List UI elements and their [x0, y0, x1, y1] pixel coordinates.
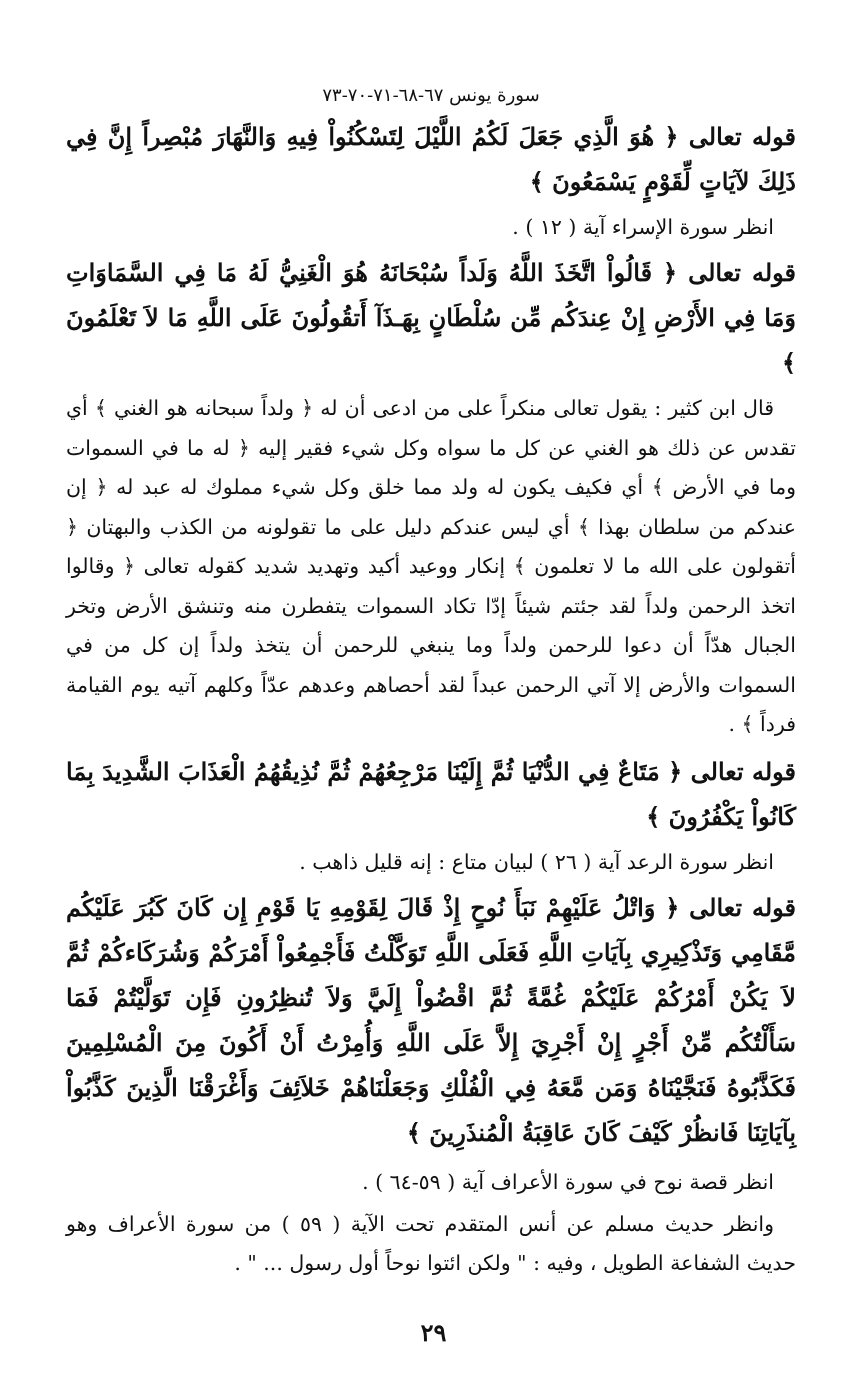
cross-reference-4: وانظر حديث مسلم عن أنس المتقدم تحت الآية ( ٥٩ ) من سورة الأعراف وهو حديث الشفاعة الطويل ، وفيه : " ولكن ائتوا نوحاً أول رسول ... " .	[66, 1211, 796, 1275]
verse-block-1: قوله تعالى ﴿ هُوَ الَّذِي جَعَلَ لَكُمُ اللَّيْلَ لِتَسْكُنُواْ فِيهِ وَالنَّهَارَ مُبْصِراً إِنَّ فِي ذَلِكَ لآيَاتٍ لِّقَوْمٍ يَسْمَعُونَ ﴾	[66, 122, 796, 196]
verse-block-4: قوله تعالى ﴿ وَاتْلُ عَلَيْهِمْ نَبَأَ نُوحٍ إِذْ قَالَ لِقَوْمِهِ يَا قَوْمِ إِن كَانَ كَبُرَ عَلَيْكُم مَّقَامِي وَتَذْكِيرِي بِآيَاتِ اللَّهِ فَعَلَى اللَّهِ تَوَكَّلْتُ فَأَجْمِعُواْ أَمْرَكُمْ وَشُرَكَاءكُمْ ثُمَّ لاَ يَكُنْ أَمْرُكُمْ عَلَيْكُمْ غُمَّةً ثُمَّ اقْضُواْ إِلَيَّ وَلاَ تُنظِرُونِ فَإِن تَوَلَّيْتُمْ فَمَا سَأَلْتُكُم مِّنْ أَجْرٍ إِنْ أَجْرِيَ إِلاَّ عَلَى اللَّهِ وَأُمِرْتُ أَنْ أَكُونَ مِنَ الْمُسْلِمِينَ فَكَذَّبُوهُ فَنَجَّيْنَاهُ وَمَن مَّعَهُ فِي الْفُلْكِ وَجَعَلْنَاهُمْ خَلاَئِفَ وَأَغْرَقْنَا الَّذِينَ كَذَّبُواْ بِآيَاتِنَا فَانظُرْ كَيْفَ كَانَ عَاقِبَةُ الْمُنذَرِينَ ﴾	[66, 892, 796, 1147]
running-header: سورة يونس ٦٧-٦٨-٧١-٧٠-٧٣	[322, 85, 540, 106]
cross-reference-2: انظر سورة الرعد آية ( ٢٦ ) لبيان متاع : إنه قليل ذاهب .	[299, 849, 774, 874]
page-content	[66, 82, 796, 1284]
cross-reference-1: انظر سورة الإسراء آية ( ١٢ ) .	[512, 215, 774, 239]
commentary-ibn-kathir: قال ابن كثير : يقول تعالى منكراً على من ادعى أن له ﴿ ولداً سبحانه هو الغني ﴾ أي تقدس عن ذلك هو الغني عن كل ما سواه وكل شيء فقير إليه ﴿ له ما في السموات وما في الأرض ﴾ أي فكيف يكون له ولد مما خلق وكل شيء مملوك له عبد له ﴿ إن عندكم من سلطان بهذا ﴾ أي ليس عندكم دليل على ما تقولونه من الكذب والبهتان ﴿ أتقولون على الله ما لا تعلمون ﴾ إنكار ووعيد أكيد وتهديد شديد كقوله تعالى ﴿ وقالوا اتخذ الرحمن ولداً لقد جئتم شيئاً إدّا تكاد السموات يتفطرن منه وتنشق الأرض وتخر الجبال هدّاً أن دعوا للرحمن ولداً وما ينبغي للرحمن أن يتخذ ولداً إن كل من في السموات والأرض إلا آتي الرحمن عبداً لقد أحصاهم وعدهم عدّاً وكلهم آتيه يوم القيامة فرداً ﴾ .	[66, 396, 796, 736]
cross-reference-3: انظر قصة نوح في سورة الأعراف آية ( ٥٩-٦٤ ) .	[362, 1169, 774, 1194]
verse-block-2: قوله تعالى ﴿ قَالُواْ اتَّخَذَ اللَّهُ وَلَداً سُبْحَانَهُ هُوَ الْغَنِيُّ لَهُ مَا فِي السَّمَاوَاتِ وَمَا فِي الأَرْضِ إِنْ عِندَكُم مِّن سُلْطَانٍ بِهَـذَآ أَتقُولُونَ عَلَى اللَّهِ مَا لاَ تَعْلَمُونَ ﴾	[66, 258, 796, 377]
page-number: ٢٩	[420, 1318, 447, 1347]
verse-block-3: قوله تعالى ﴿ مَتَاعٌ فِي الدُّنْيَا ثُمَّ إِلَيْنَا مَرْجِعُهُمْ ثُمَّ نُذِيقُهُمُ الْعَذَابَ الشَّدِيدَ بِمَا كَانُواْ يَكْفُرُونَ ﴾	[66, 756, 796, 831]
